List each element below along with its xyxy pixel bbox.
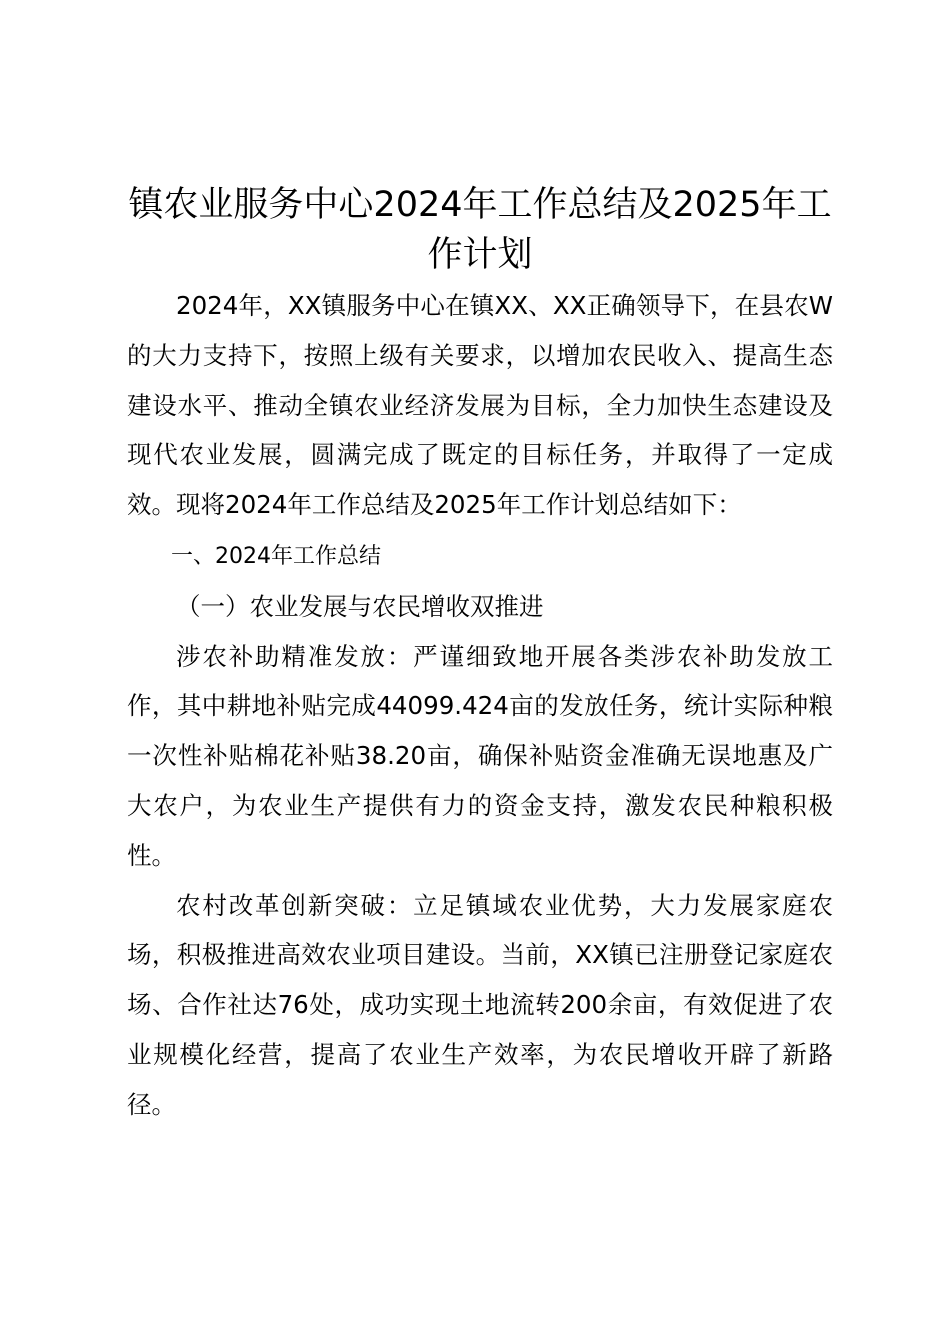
- document-page: [127, 180, 833, 1130]
- document-title: 镇农业服务中心2024年工作总结及2025年工作计划: [128, 185, 832, 275]
- body-paragraph-subsidy: 涉农补助精准发放：严谨细致地开展各类涉农补助发放工作，其中耕地补贴完成44099.424亩的发放任务，统计实际种粮一次性补贴棉花补贴38.20亩，确保补贴资金准确无误地惠及广大农户，为农业生产提供有力的资金支持，激发农民种粮积极性。: [127, 641, 833, 870]
- section-heading: 一、2024年工作总结: [171, 543, 381, 569]
- body-paragraph-reform: 农村改革创新突破：立足镇域农业优势，大力发展家庭农场，积极推进高效农业项目建设。当前，XX镇已注册登记家庭农场、合作社达76处，成功实现土地流转200余亩，有效促进了农业规模化经营，提高了农业生产效率，为农民增收开辟了新路径。: [127, 890, 833, 1119]
- intro-paragraph: 2024年，XX镇服务中心在镇XX、XX正确领导下，在县农W的大力支持下，按照上级有关要求，以增加农民收入、提高生态建设水平、推动全镇农业经济发展为目标，全力加快生态建设及现代农业发展，圆满完成了既定的目标任务，并取得了一定成效。现将2024年工作总结及2025年工作计划总结如下：: [127, 291, 833, 520]
- subsection-heading: （一）农业发展与农民增收双推进: [176, 591, 544, 621]
